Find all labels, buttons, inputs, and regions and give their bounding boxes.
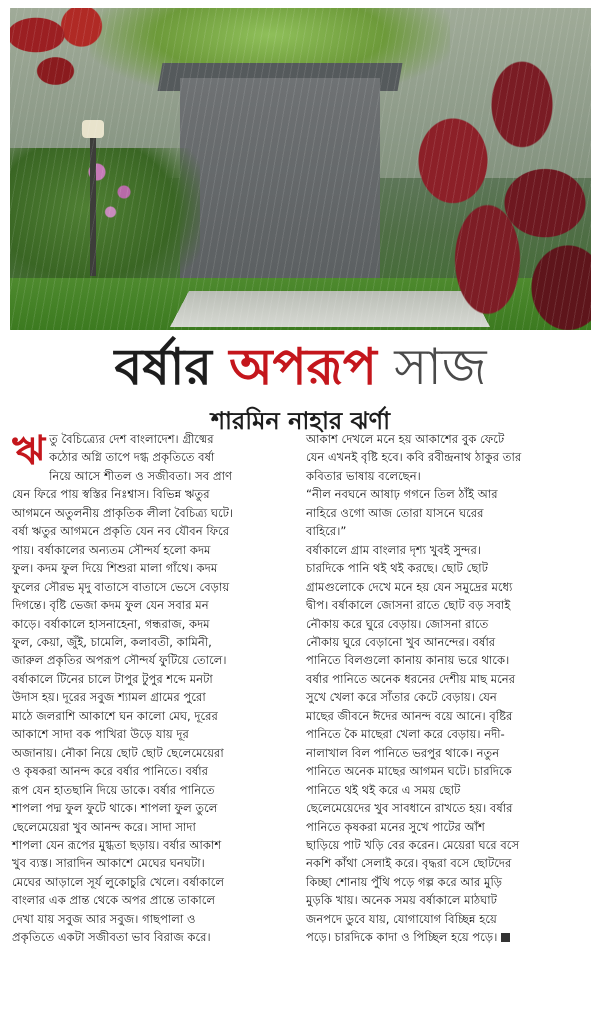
headline-word-1: বর্ষার — [114, 337, 212, 396]
left-column-text: তু বৈচিত্র্যের দেশ বাংলাদেশ। গ্রীষ্মের কঠোর অগ্নি তাপে দগ্ধ প্রকৃতিতে বর্ষা নিয়ে আসে শীতল ও সজীবতা। সব প্রাণ যেন ফিরে পায় স্বস্তির নিঃশ্বাস। বিভিন্ন ঋতুর আগমনে অতুলনীয় প্রাকৃতিক লীলা বৈচিত্র্য ঘটে। বর্ষা ঋতুর আগমনে প্রকৃতি যেন নব যৌবন ফিরে পায়। বর্ষাকালের অন্যতম সৌন্দর্য হলো কদম ফুল। কদম ফুল দিয়ে শিশুরা মালা গাঁথে। কদম ফুলের সৌরভ মৃদু বাতাসে বাতাসে ভেসে বেড়ায় দিগন্তে। বৃষ্টি ভেজা কদম ফুল যেন সবার মন কাড়ে। বর্ষাকালে হাসনাহেনা, গন্ধরাজ, কদম ফুল, কেয়া, জুঁই, চামেলি, কলাবতী, কামিনী, জারুল প্রকৃতির অপরূপ সৌন্দর্য ফুটিয়ে তোলে। বর্ষাকালে টিনের চালে টাপুর টুপুর শব্দে মনটা উদাস হয়। দূরের সবুজ শ্যামল গ্রামের পুরো মাঠে জলরাশি আকাশে ঘন কালো মেঘ, দূরের আকাশে সাদা বক পাখিরা উড়ে যায় দূর অজানায়। নৌকা নিয়ে ছোট ছোট ছেলেমেয়েরা ও কৃষকরা আনন্দ করে বর্ষার পানিতে। বর্ষার রূপ যেন হাতছানি দিয়ে ডাকে। বর্ষার পানিতে শাপলা পদ্ম ফুল ফুটে থাকে। শাপলা ফুল তুলে ছেলেমেয়েরা খুব আনন্দ করে। সাদা সাদা শাপলা যেন রূপের মুগ্ধতা ছড়ায়। বর্ষার আকাশ খুব ব্যস্ত। সারাদিন আকাশে মেঘের ঘনঘটা। মেঘের আড়ালে সূর্য লুকোচুরি খেলে। বর্ষাকালে বাংলার এক প্রান্ত থেকে অপর প্রান্তে তাকালে দেখা যায় সবুজ আর সবুজ। গাছপালা ও প্রকৃতিতে একটা সজীবতা ভাব বিরাজ করে। — [12, 432, 234, 945]
end-mark-icon — [501, 933, 510, 942]
article-column-left — [12, 427, 296, 947]
rain-photo — [10, 8, 591, 330]
article-column-right — [306, 430, 590, 947]
poem-quote: “নীল নবঘনে আষাঢ় গগনে তিল ঠাঁই আর নাহিরে ওগো আজ তোরা যাসনে ঘরের বাহিরে।” — [306, 487, 498, 539]
right-column-text-b-body: বর্ষাকালে গ্রাম বাংলার দৃশ্য খুবই সুন্দর। চারদিকে পানি থই থই করছে। ছোট ছোট গ্রামগুলোকে দেখে মনে হয় যেন সমুদ্রের মধ্যে দ্বীপ। বর্ষাকালে জোসনা রাতে ছোট বড় সবাই নৌকায় করে ঘুরে বেড়ায়। জোসনা রাতে নৌকায় ঘুরে বেড়ানো খুব আনন্দের। বর্ষার পানিতে বিলগুলো কানায় কানায় ভরে থাকে। বর্ষার পানিতে অনেক ধরনের দেশীয় মাছ মনের সুখে খেলা করে সাঁতার কেটে বেড়ায়। যেন মাছের জীবনে ঈদের আনন্দ বয়ে আনে। বৃষ্টির পানিতে কৈ মাছেরা খেলা করে বেড়ায়। নদী- নালাখাল বিল পানিতে ভরপুর থাকে। নতুন পানিতে অনেক মাছের আগমন ঘটে। চারদিকে পানিতে থই থই করে এ সময় ছোট ছেলেমেয়েদের খুব সাবধানে রাখতে হয়। বর্ষার পানিতে কৃষকরা মনের সুখে পাটের আঁশ ছাড়িয়ে পাট খড়ি বের করেন। মেয়েরা ঘরে বসে নকশি কাঁথা সেলাই করে। বৃদ্ধরা বসে ছোটদের কিচ্ছা শোনায় পুঁথি পড়ে গল্প করে আর মুড়ি মুড়কি খায়। অনেক সময় বর্ষাকালে মাঠঘাট জনপদে ডুবে যায়, যোগাযোগ বিচ্ছিন্ন হয়ে পড়ে। চারদিকে কাদা ও পিচ্ছিল হয়ে পড়ে। — [306, 542, 520, 945]
headline — [0, 336, 601, 398]
photo-rain — [10, 8, 591, 330]
headline-word-3: সাজ — [394, 338, 487, 396]
right-column-text-a: আকাশ দেখলে মনে হয় আকাশের বুক ফেটে যেন এখনই বৃষ্টি হবে। কবি রবীন্দ্রনাথ ঠাকুর তার কবিতার ভাষায় বলেছেন। — [306, 432, 522, 483]
headline-word-2: অপরূপ — [229, 337, 377, 396]
byline: শারমিন নাহার ঝর্ণা — [210, 406, 391, 435]
right-column-text-b — [306, 541, 590, 947]
drop-cap: ঋ — [12, 427, 46, 474]
